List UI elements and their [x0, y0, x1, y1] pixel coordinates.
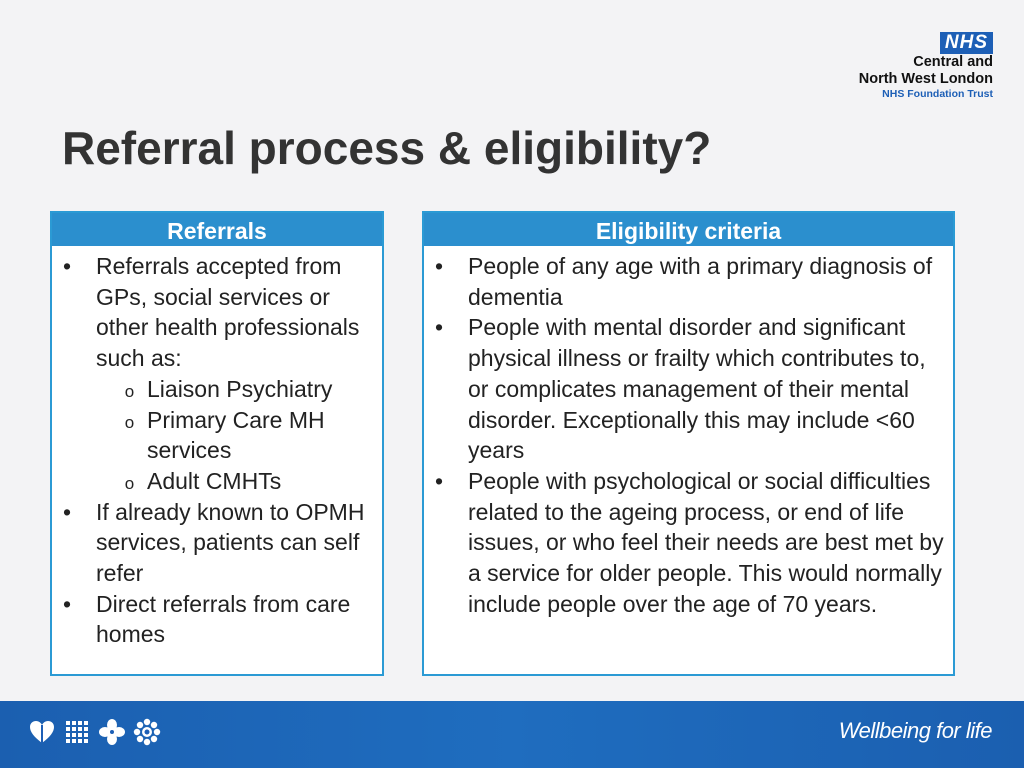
eligibility-heading: Eligibility criteria — [424, 213, 953, 246]
referrals-sub-list — [96, 374, 374, 497]
list-item — [432, 312, 945, 466]
eligibility-item-text: People with mental disorder and significant physical illness or frailty which contributes to, or complicates management of their mental disorder. Exceptionally this may include <60 years — [468, 314, 926, 464]
referrals-heading: Referrals — [52, 213, 382, 246]
list-item — [60, 251, 374, 497]
referrals-panel — [50, 211, 384, 676]
eligibility-item-text: People of any age with a primary diagnosis of dementia — [468, 253, 933, 310]
eligibility-body — [424, 246, 953, 619]
sub-list-item — [112, 374, 374, 405]
referrals-sources-text: Referrals accepted from GPs, social services or other health professionals such as: — [96, 253, 360, 372]
circle-bullet-icon: o — [124, 381, 135, 401]
list-item — [60, 497, 374, 589]
bullet-icon: • — [63, 498, 72, 525]
sub-item-text: Adult CMHTs — [147, 467, 282, 494]
circle-bullet-icon: o — [124, 412, 135, 432]
referrals-list — [60, 251, 374, 650]
eligibility-panel — [422, 211, 955, 676]
referrals-body — [52, 246, 382, 650]
bullet-icon: • — [435, 253, 444, 279]
bullet-icon: • — [63, 590, 72, 617]
grid-icon — [63, 718, 91, 746]
sub-list-item — [112, 405, 374, 466]
logo-trust-name-line1: Central and — [913, 54, 993, 70]
bullet-icon: • — [435, 314, 444, 341]
footer-tagline: Wellbeing for life — [838, 718, 992, 743]
nhs-logo — [859, 32, 993, 101]
propeller-icon — [98, 718, 126, 746]
footer-bar — [0, 701, 1024, 768]
circle-bullet-icon: o — [124, 473, 135, 493]
eligibility-list — [432, 251, 945, 619]
nhs-badge: NHS — [940, 32, 993, 54]
bullet-icon: • — [63, 253, 72, 279]
eligibility-item-text: People with psychological or social difficulties related to the ageing process, or end of life issues, or who feel their needs are best met by a service for older people. This would normally include people over the age of 70 years. — [468, 467, 944, 617]
logo-foundation-trust: NHS Foundation Trust — [882, 88, 993, 100]
bullet-icon: • — [435, 467, 444, 494]
sub-item-text: Primary Care MH services — [147, 406, 325, 464]
heart-icon — [28, 718, 56, 746]
flower-icon — [133, 718, 161, 746]
self-referral-text: If already known to OPMH services, patients can self refer — [96, 498, 365, 587]
list-item — [432, 466, 945, 620]
sub-item-text: Liaison Psychiatry — [147, 375, 333, 402]
sub-list-item — [112, 466, 374, 497]
list-item — [432, 251, 945, 312]
footer-icons — [28, 718, 161, 746]
list-item — [60, 589, 374, 650]
care-homes-text: Direct referrals from care homes — [96, 590, 351, 648]
logo-trust-name-line2: North West London — [858, 71, 993, 87]
page-title: Referral process & eligibility? — [62, 122, 712, 174]
